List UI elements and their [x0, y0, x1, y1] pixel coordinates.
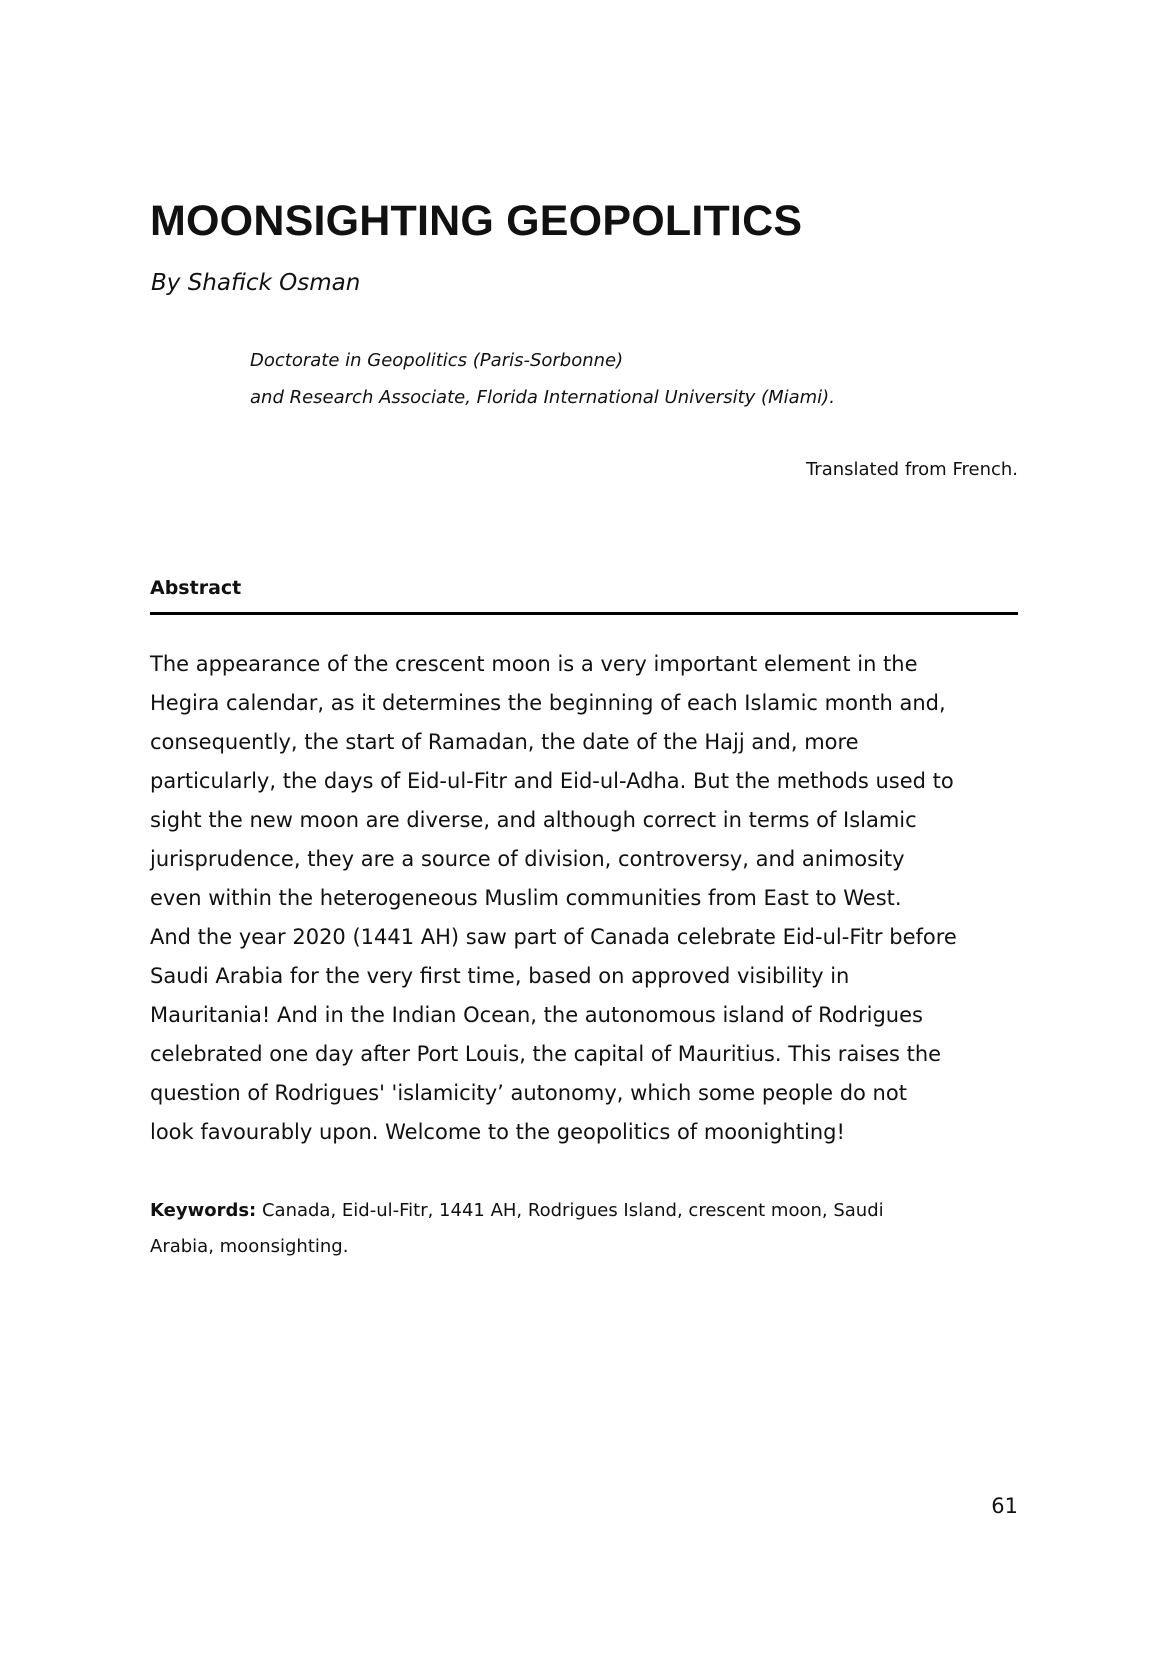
abstract-line: consequently, the start of Ramadan, the date of the Hajj and, more: [150, 730, 859, 754]
abstract-line: And the year 2020 (1441 AH) saw part of Canada celebrate Eid-ul-Fitr before: [150, 925, 957, 949]
keywords-label: Keywords:: [150, 1200, 257, 1221]
article-title: MOONSIGHTING GEOPOLITICS: [150, 197, 803, 245]
abstract-line: question of Rodrigues' 'islamicity’ autonomy, which some people do not: [150, 1081, 907, 1105]
abstract-text: [150, 645, 1020, 1152]
translation-note: Translated from French.: [805, 459, 1018, 480]
abstract-line: Mauritania! And in the Indian Ocean, the autonomous island of Rodrigues: [150, 1003, 923, 1027]
abstract-heading: Abstract: [150, 577, 242, 599]
affiliation-line: and Research Associate, Florida International University (Miami).: [250, 387, 835, 408]
section-divider: [150, 612, 1018, 615]
author-affiliation: [250, 342, 835, 416]
abstract-line: celebrated one day after Port Louis, the capital of Mauritius. This raises the: [150, 1042, 942, 1066]
page-number: 61: [991, 1494, 1018, 1518]
author-byline: By Shafick Osman: [151, 270, 361, 296]
affiliation-line: Doctorate in Geopolitics (Paris-Sorbonne): [250, 350, 624, 371]
abstract-line: jurisprudence, they are a source of division, controversy, and animosity: [150, 847, 905, 871]
abstract-line: look favourably upon. Welcome to the geopolitics of moonighting!: [150, 1120, 845, 1144]
keywords-line: [150, 1193, 1020, 1229]
abstract-line: Saudi Arabia for the very first time, based on approved visibility in: [150, 964, 850, 988]
abstract-line: The appearance of the crescent moon is a very important element in the: [150, 652, 918, 676]
keywords-block: [150, 1193, 1020, 1265]
abstract-line: sight the new moon are diverse, and although correct in terms of Islamic: [150, 808, 917, 832]
abstract-line: particularly, the days of Eid-ul-Fitr and Eid-ul-Adha. But the methods used to: [150, 769, 954, 793]
abstract-line: Hegira calendar, as it determines the beginning of each Islamic month and,: [150, 691, 946, 715]
keywords-list: Canada, Eid-ul-Fitr, 1441 AH, Rodrigues Island, crescent moon, Saudi: [256, 1200, 884, 1221]
abstract-line: even within the heterogeneous Muslim communities from East to West.: [150, 886, 902, 910]
keywords-line: Arabia, moonsighting.: [150, 1236, 349, 1257]
